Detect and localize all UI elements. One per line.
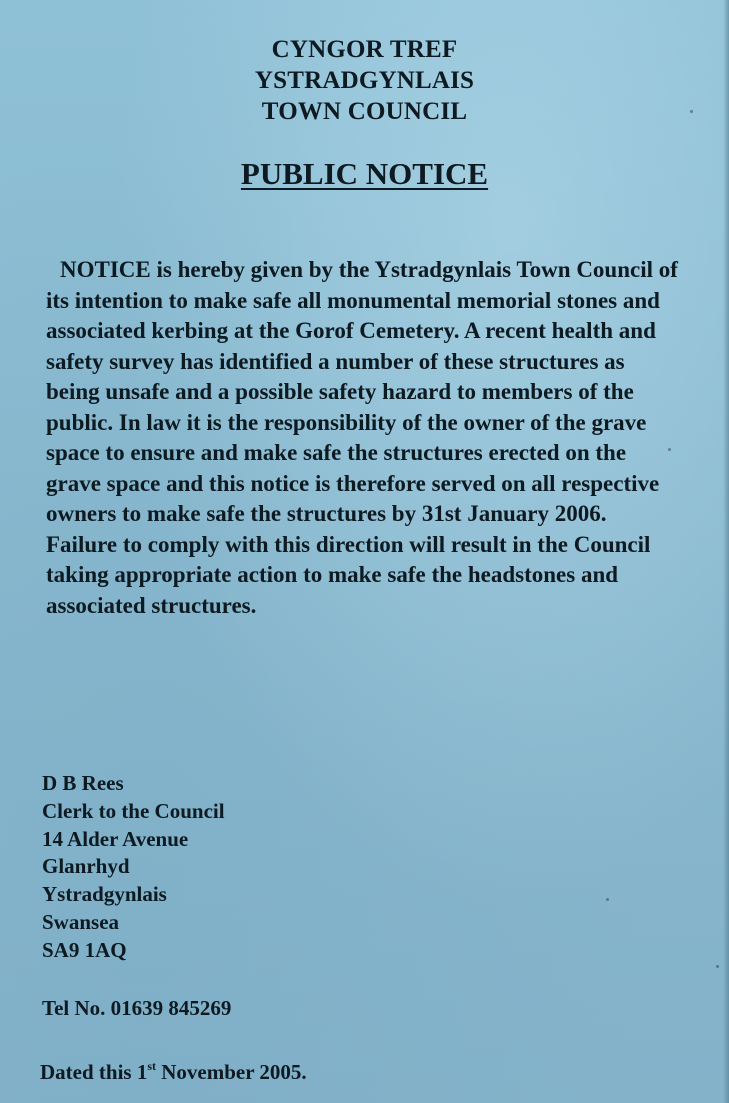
address-town: Ystradgynlais (42, 882, 167, 907)
notice-title-text: PUBLIC NOTICE (240, 156, 489, 191)
dated-prefix: Dated this 1 (40, 1060, 148, 1084)
paper-speck (606, 898, 609, 901)
address-postcode: SA9 1AQ (42, 937, 127, 962)
address-role: Clerk to the Council (42, 798, 225, 823)
address-name: D B Rees (42, 771, 124, 795)
notice-body-text: NOTICE is hereby given by the Ystradgynlais Town Council of its intention to make safe all monumental memorial stones and associated kerbing at the Gorof Cemetery. A recent health and safety survey has identified a number of these structures as being unsafe and a possible safety hazard to members of the public. In law it is the responsibility of the owner of the grave space to ensure and make safe the structures erected on the grave space and this notice is therefore served on all respective owners to make safe the structures by 31st January 2006. Failure to comply with this direction will result in the Council taking appropriate action to make safe the headstones and associated structures. (46, 257, 678, 618)
notice-title (0, 154, 729, 194)
address-street: 14 Alder Avenue (42, 826, 189, 851)
address-city: Swansea (42, 909, 120, 934)
dated-superscript: st (147, 1059, 157, 1073)
paper-speck (690, 110, 693, 113)
header-line-town: YSTRADGYNLAIS (254, 67, 475, 94)
paper-speck (716, 965, 719, 968)
council-header (0, 34, 729, 127)
dated-line (40, 1052, 307, 1086)
paper-speck (668, 448, 671, 451)
signature-address-block (42, 770, 462, 965)
telephone-number: Tel No. 01639 845269 (42, 996, 232, 1020)
header-line-english: TOWN COUNCIL (261, 98, 468, 125)
header-line-welsh: CYNGOR TREF (271, 36, 458, 63)
address-locality: Glanrhyd (42, 854, 130, 879)
dated-suffix: November 2005. (156, 1060, 307, 1084)
